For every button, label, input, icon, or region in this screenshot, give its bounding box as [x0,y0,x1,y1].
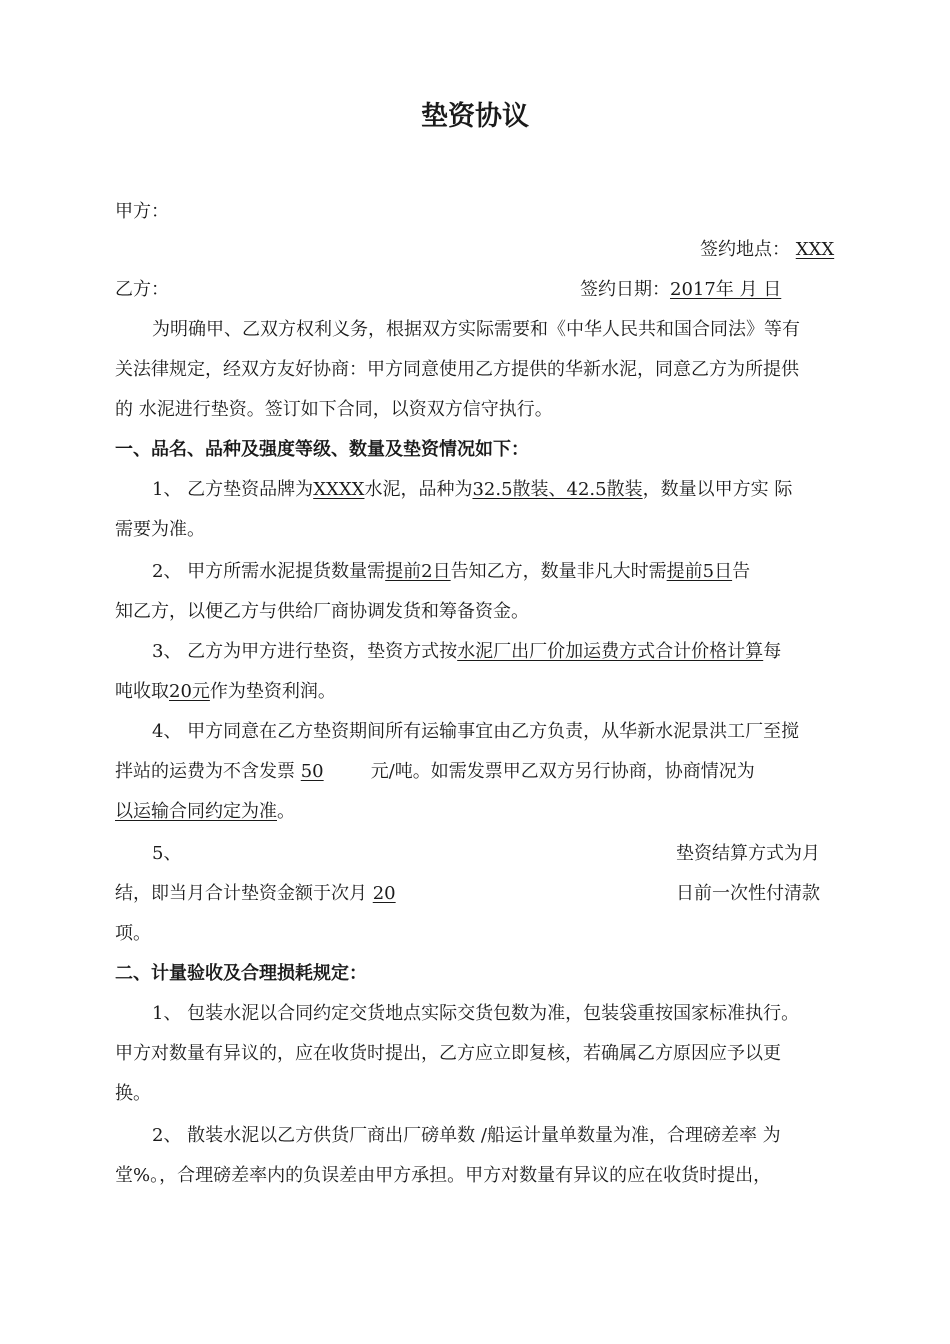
sign-date-value: 2017年 月 日 [670,279,782,300]
section-1-item-2-line-2: 知乙方，以便乙方与供给厂商协调发货和筹备资金。 [115,601,529,622]
section-1-item-3-line-1 [152,640,781,664]
item-5-text-d: 项。 [115,923,151,944]
item-3-profit: 20元 [169,681,210,702]
section-1-item-4-line-1: 4、 甲方同意在乙方垫资期间所有运输事宜由乙方负责，从华新水泥景洪工厂至搅 [152,721,800,742]
section-1-item-4-line-3 [115,800,295,824]
item-3-text-c: 吨收取 [115,681,169,702]
section-2-heading: 二、计量验收及合理损耗规定： [115,963,367,984]
section-2-item-1-line-1: 1、 包装水泥以合同约定交货地点实际交货包数为准，包装袋重按国家标准执行。 [152,1003,800,1024]
item-3-method: 水泥厂出厂价加运费方式合计价格计算 [457,641,764,662]
item-1-variety: 32.5散装、42.5散装 [472,479,643,500]
section-1-heading: 一、品名、品种及强度等级、数量及垫资情况如下： [115,439,529,460]
item-2-text-b: 告知乙方，数量非凡大时需 [450,561,667,582]
item-4-fee: 50 [300,761,324,782]
sign-place-label: 签约地点： [700,239,790,260]
section-2-item-1-line-3: 换。 [115,1083,151,1104]
section-1-item-5-line-2 [115,882,396,906]
item-5-number: 5、 [152,843,182,864]
item-4-text-b: 拌站的运费为不含发票 [115,761,295,782]
item-3-text-b: 每 [763,641,782,662]
item-1-text-a: 1、 乙方垫资品牌为 [152,479,314,500]
item-2-text-c: 告 [732,561,751,582]
party-b-label: 乙方： [115,279,169,300]
item-3-text-d: 作为垫资利润。 [209,681,336,702]
item-5-text-b: 结，即当月合计垫资金额于次月 [115,883,367,904]
sign-date-label: 签约日期： [580,279,670,300]
section-2-item-1-line-2: 甲方对数量有异议的，应在收货时提出，乙方应立即复核，若确属乙方原因应予以更 [115,1043,781,1064]
section-2-item-2-line-1: 2、 散装水泥以乙方供货厂商出厂磅单数 /船运计量单数量为准，合理磅差率 为 [152,1125,781,1146]
preamble-line-1: 为明确甲、乙双方权利义务，根据双方实际需要和《中华人民共和国合同法》等有 [152,319,800,340]
party-a-label: 甲方： [115,201,169,222]
item-5-day: 20 [372,883,396,904]
section-2-item-2-line-2: 堂%。，合理磅差率内的负误差由甲方承担。甲方对数量有异议的应在收货时提出， [115,1165,772,1186]
item-1-brand: XXXX [313,479,365,500]
sign-place-value: XXX [795,239,835,260]
preamble-line-2: 关法律规定，经双方友好协商：甲方同意使用乙方提供的华新水泥，同意乙方为所提供 [115,359,799,380]
section-1-item-4-line-2 [115,760,755,784]
section-1-item-2-line-1 [152,560,750,584]
document-title: 垫资协议 [421,101,529,132]
sign-date [580,278,781,302]
item-4-agreement: 以运输合同约定为准 [115,801,277,822]
item-5-text-c: 日前一次性付清款 [676,883,820,904]
item-2-advance-1: 提前2日 [385,561,451,582]
item-1-text-b: 水泥，品种为 [364,479,473,500]
section-1-item-1-line-2: 需要为准。 [115,519,205,540]
item-4-text-c: 元/吨。如需发票甲乙双方另行协商，协商情况为 [370,761,755,782]
section-1-item-3-line-2 [115,680,336,704]
item-3-text-a: 3、 乙方为甲方进行垫资，垫资方式按 [152,641,458,662]
preamble-line-3: 的 水泥进行垫资。签订如下合同，以资双方信守执行。 [115,399,553,420]
item-2-advance-2: 提前5日 [666,561,733,582]
item-2-text-a: 2、 甲方所需水泥提货数量需 [152,561,386,582]
item-1-text-c: ，数量以甲方实 际 [642,479,793,500]
item-5-text-a: 垫资结算方式为月 [676,843,820,864]
section-1-item-1-line-1 [152,478,792,502]
sign-place [700,238,834,262]
item-4-text-d: 。 [277,801,295,822]
